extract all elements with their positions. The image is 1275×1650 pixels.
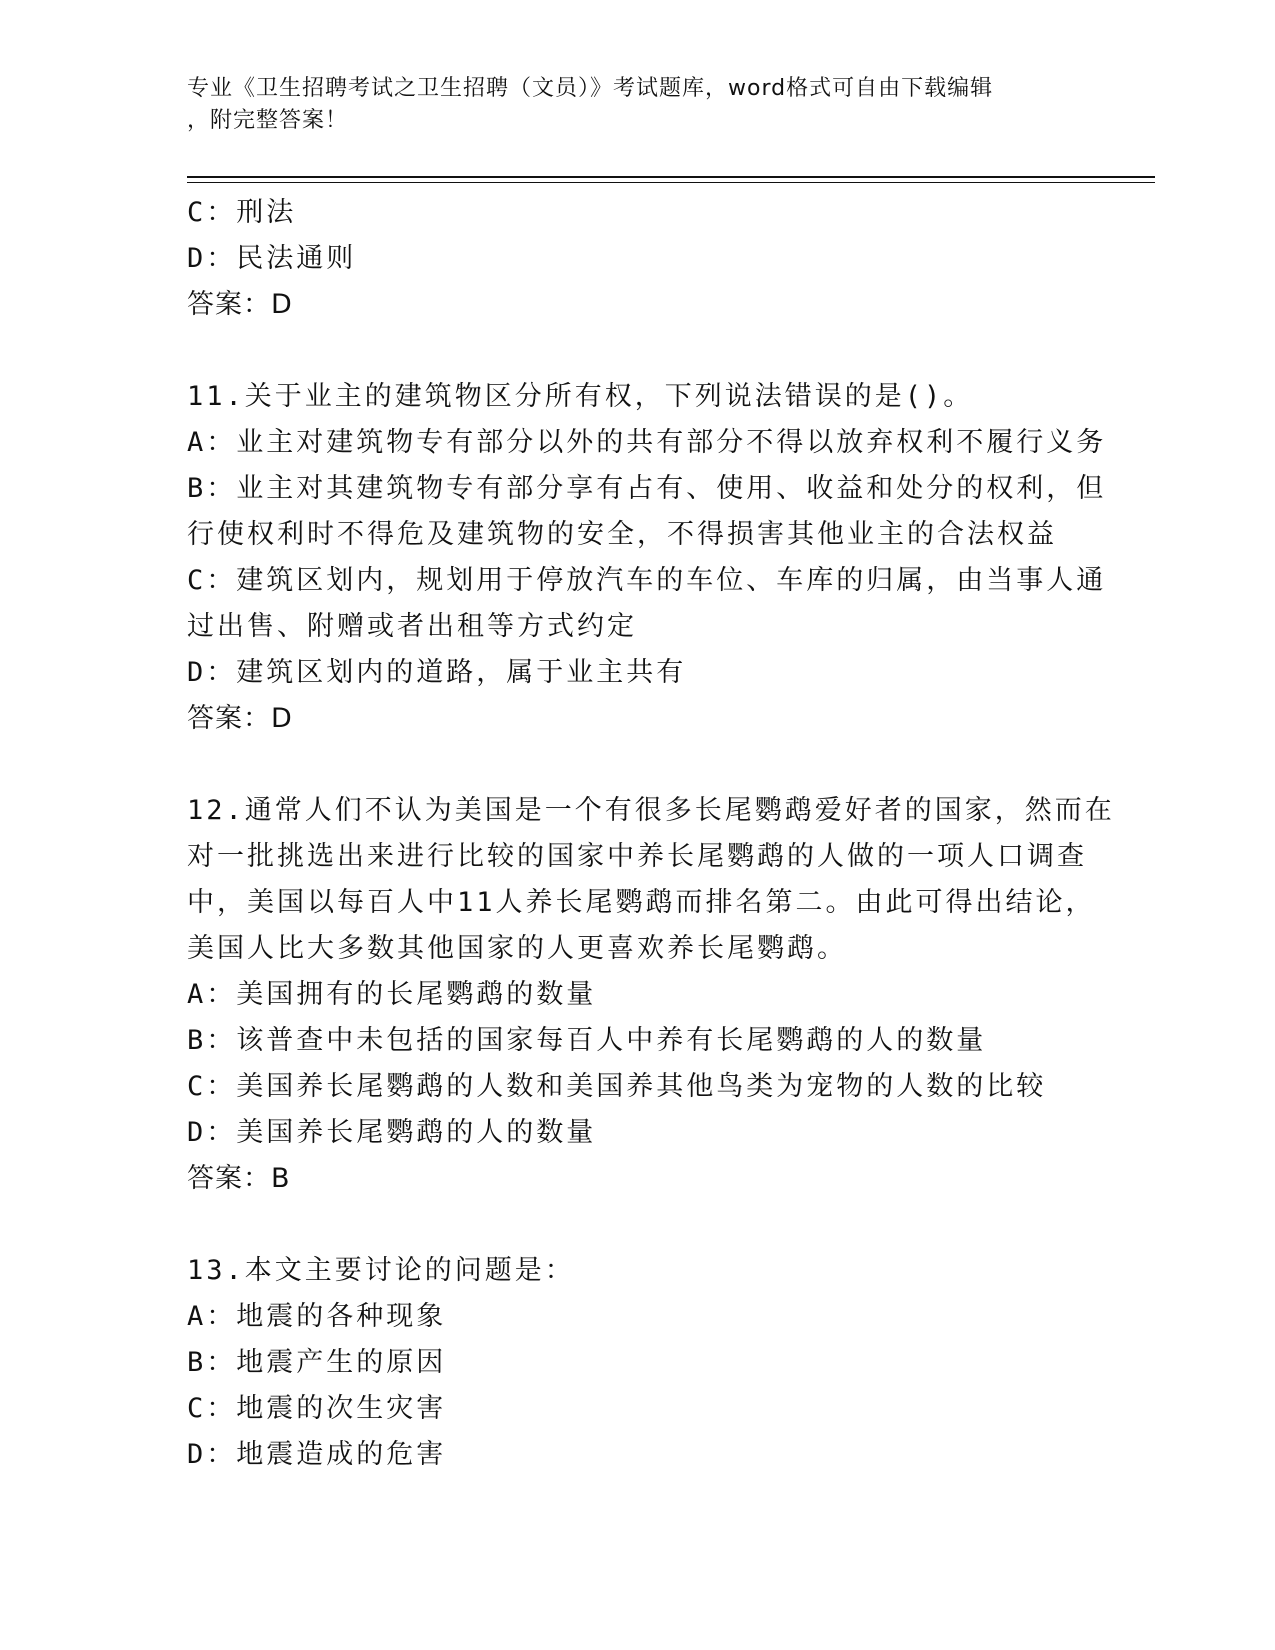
- option-d: D：民法通则: [187, 243, 357, 274]
- header-rule-thick: [187, 176, 1155, 178]
- option-d: D：美国养长尾鹦鹉的人的数量: [187, 1117, 597, 1148]
- option-b: B：该普查中未包括的国家每百人中养有长尾鹦鹉的人的数量: [187, 1025, 987, 1056]
- option-a: A：业主对建筑物专有部分以外的共有部分不得以放弃权利不履行义务: [187, 427, 1107, 458]
- header-line-1: 专业《卫生招聘考试之卫生招聘（文员）》考试题库，word格式可自由下载编辑: [187, 76, 994, 101]
- option-b-continued: 行使权利时不得危及建筑物的安全，不得损害其他业主的合法权益: [187, 519, 1057, 550]
- option-a: A：美国拥有的长尾鹦鹉的数量: [187, 979, 597, 1010]
- question-spacer: [187, 742, 1087, 788]
- question-12: [187, 788, 1115, 1202]
- question-stem-continued: 对一批挑选出来进行比较的国家中养长尾鹦鹉的人做的一项人口调查: [187, 841, 1087, 872]
- question-13: [187, 1248, 1087, 1478]
- question-stem-continued: 美国人比大多数其他国家的人更喜欢养长尾鹦鹉。: [187, 933, 847, 964]
- question-stem-continued: 中，美国以每百人中11人养长尾鹦鹉而排名第二。由此可得出结论，: [187, 887, 1096, 918]
- option-d: D：地震造成的危害: [187, 1439, 447, 1470]
- question-list: [187, 190, 1115, 1478]
- question-stem: 12.通常人们不认为美国是一个有很多长尾鹦鹉爱好者的国家，然而在: [187, 795, 1115, 826]
- option-c-continued: 过出售、附赠或者出租等方式约定: [187, 611, 637, 642]
- option-a: A：地震的各种现象: [187, 1301, 447, 1332]
- question-10-tail: [187, 190, 1087, 328]
- answer-line: 答案：B: [187, 1163, 291, 1194]
- question-stem: 11.关于业主的建筑物区分所有权，下列说法错误的是()。: [187, 381, 974, 412]
- question-stem: 13.本文主要讨论的问题是：: [187, 1255, 575, 1286]
- question-spacer: [187, 328, 1087, 374]
- option-b: B：地震产生的原因: [187, 1347, 447, 1378]
- header-rule-thin: [187, 182, 1155, 183]
- option-c: C：刑法: [187, 197, 297, 228]
- option-c: C：建筑区划内，规划用于停放汽车的车位、车库的归属，由当事人通: [187, 565, 1107, 596]
- question-spacer: [187, 1202, 1087, 1248]
- answer-line: 答案：D: [187, 289, 293, 320]
- option-d: D：建筑区划内的道路，属于业主共有: [187, 657, 687, 688]
- option-c: C：美国养长尾鹦鹉的人数和美国养其他鸟类为宠物的人数的比较: [187, 1071, 1047, 1102]
- question-11: [187, 374, 1107, 742]
- document-header: [187, 73, 1077, 137]
- header-line-2: ，附完整答案！: [187, 108, 349, 133]
- option-b: B：业主对其建筑物专有部分享有占有、使用、收益和处分的权利，但: [187, 473, 1107, 504]
- answer-line: 答案：D: [187, 703, 293, 734]
- option-c: C：地震的次生灾害: [187, 1393, 447, 1424]
